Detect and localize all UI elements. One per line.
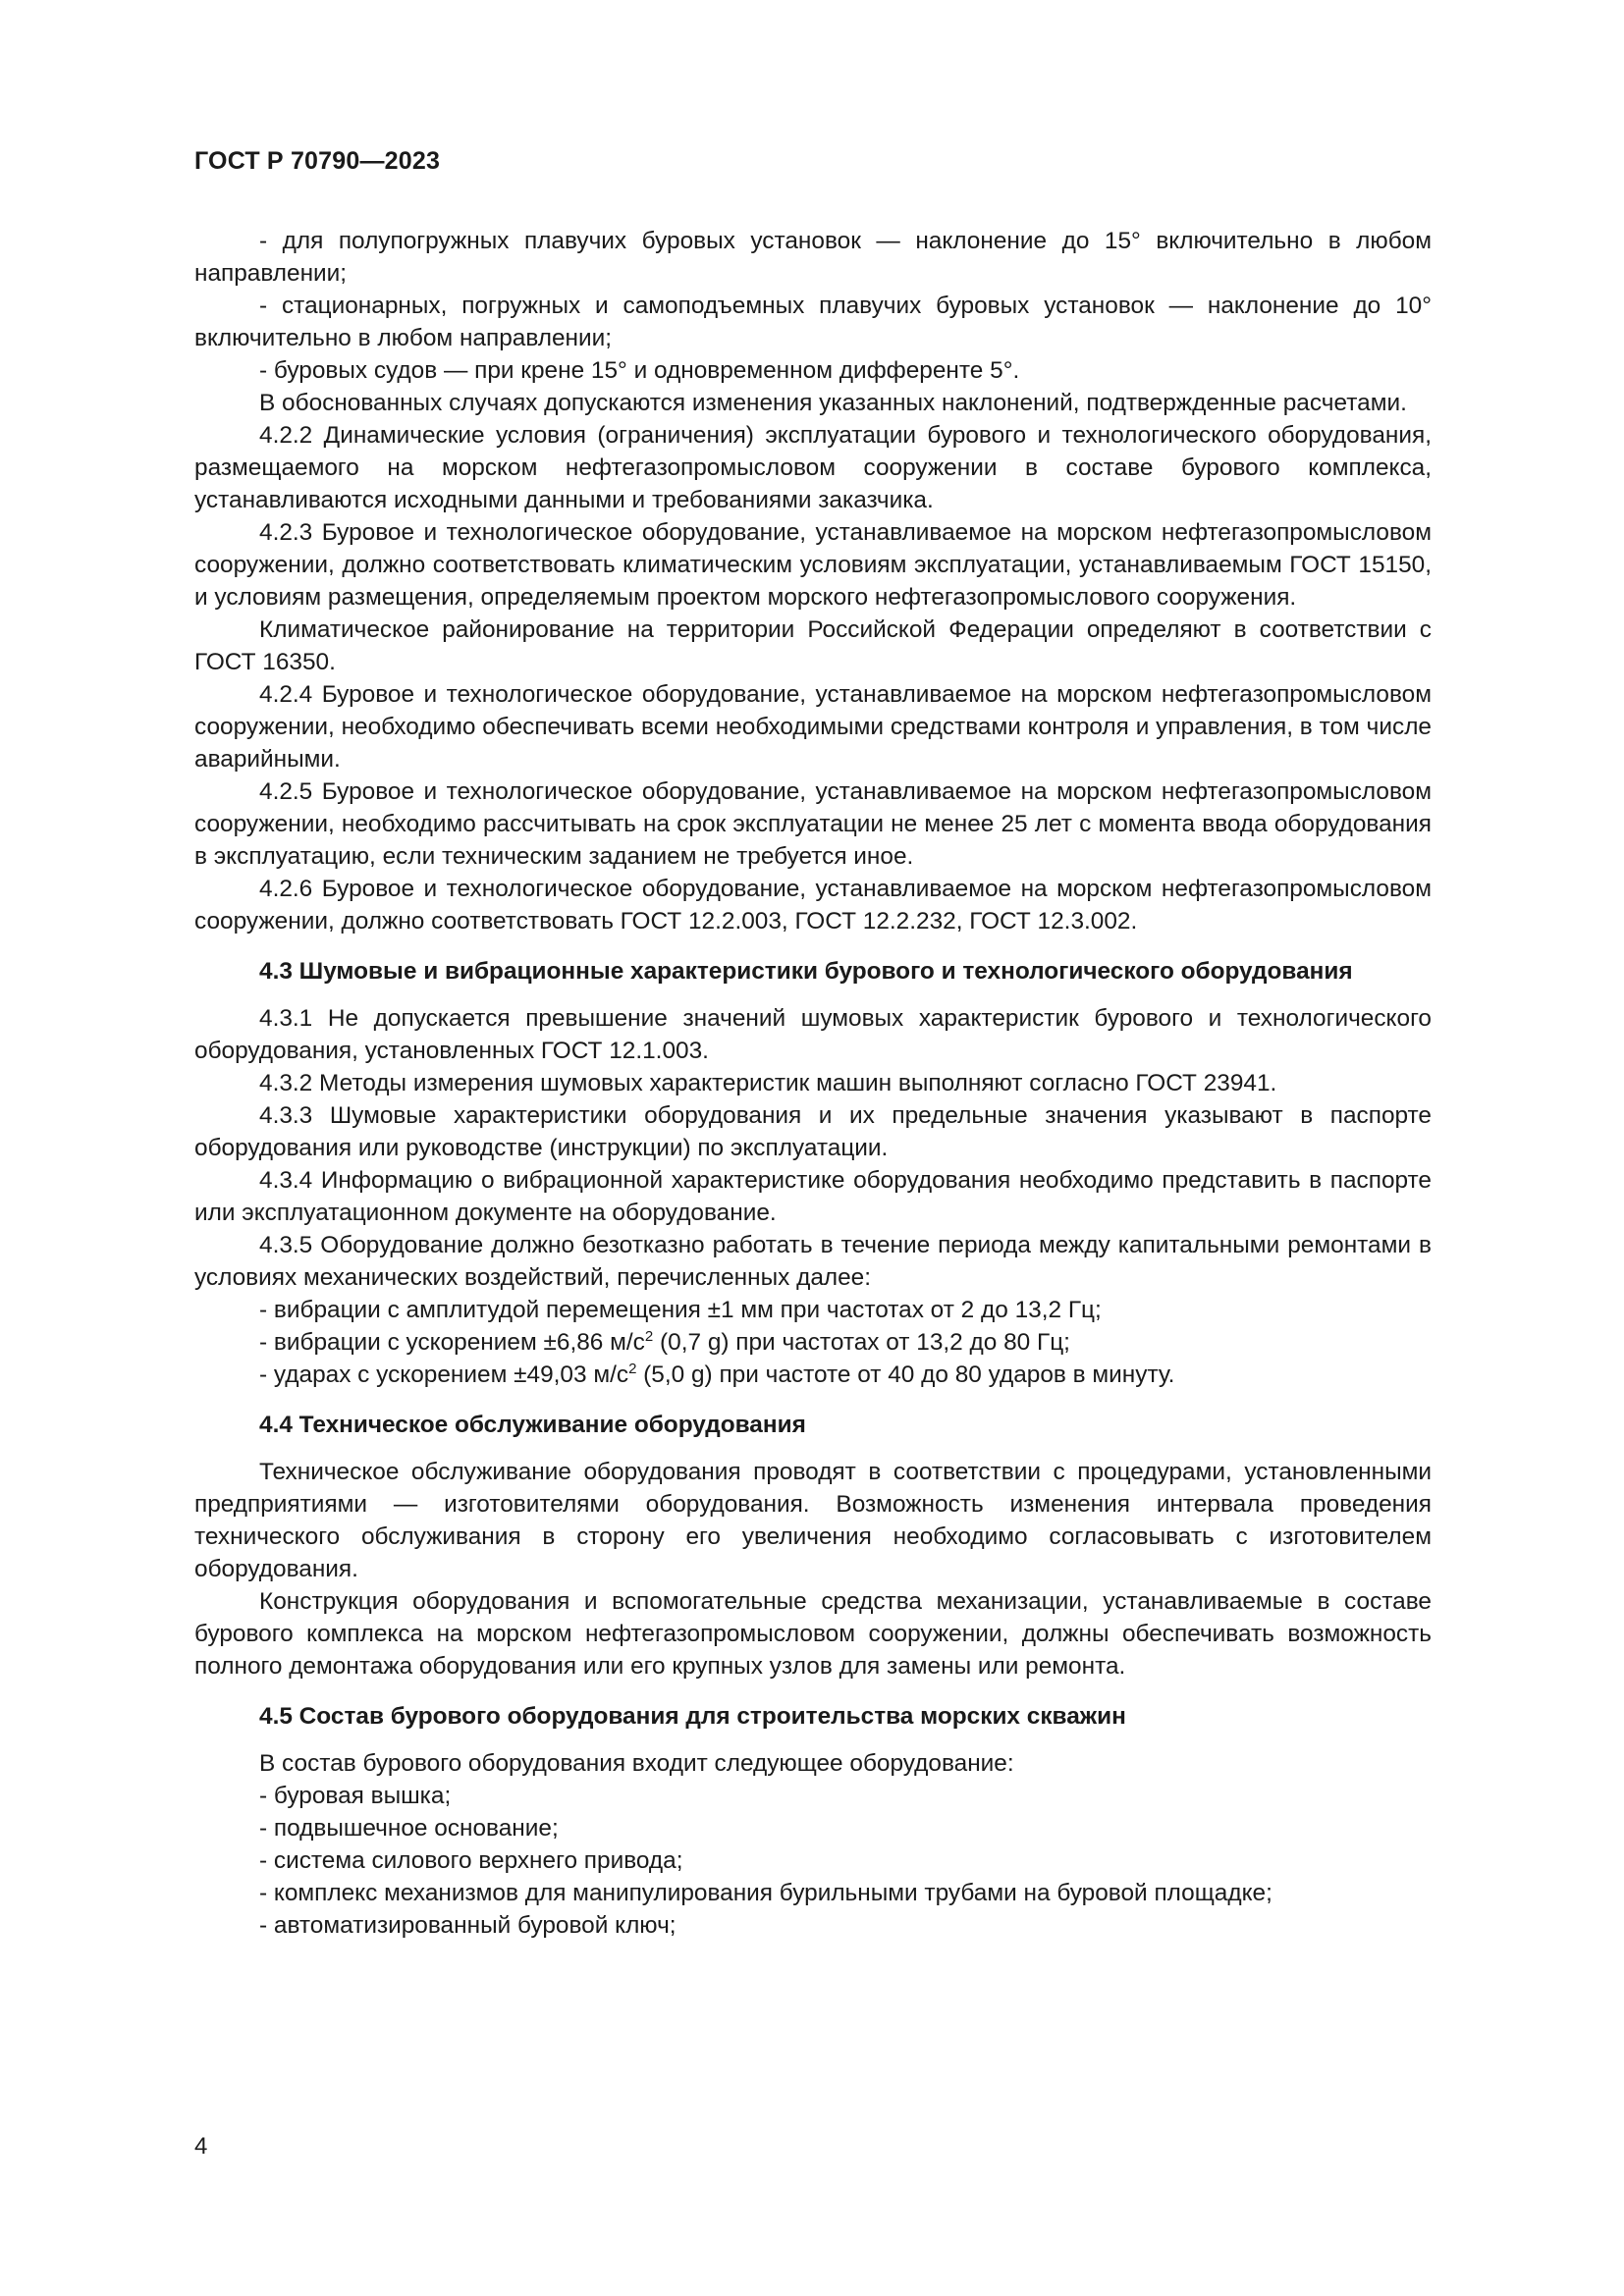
- paragraph-composition-intro: В состав бурового оборудования входит следующее оборудование:: [259, 1750, 1014, 1777]
- paragraph-climatic-zoning: Климатическое районирование на территории Российской Федерации определяют в соответствии с ГОСТ 16350.: [194, 616, 1432, 675]
- list-item-text: - вибрации с ускорением ±6,86 м/с: [259, 1329, 645, 1356]
- list-item-top-drive: - система силового верхнего привода;: [259, 1847, 683, 1874]
- list-item-text: (5,0 g) при частоте от 40 до 80 ударов в минуту.: [636, 1362, 1175, 1388]
- list-item-text: - ударах с ускорением ±49,03 м/с: [259, 1362, 629, 1388]
- document-body: [194, 225, 1432, 1942]
- paragraph-justified-changes: В обоснованных случаях допускаются изменения указанных наклонений, подтвержденные расчетами.: [259, 390, 1407, 416]
- document-code-header: ГОСТ Р 70790—2023: [194, 147, 441, 175]
- list-item-vibration-amplitude: - вибрации с амплитудой перемещения ±1 мм при частотах от 2 до 13,2 Гц;: [259, 1297, 1102, 1323]
- list-item-shock-acceleration: [194, 1359, 1432, 1391]
- list-item-derrick: - буровая вышка;: [259, 1783, 452, 1809]
- paragraph-4-2-5: 4.2.5 Буровое и технологическое оборудование, устанавливаемое на морском нефтегазопромысловом сооружении, необходимо рассчитывать на срок эксплуатации не менее 25 лет с момента ввода оборудования в эксплуатацию, если техническим заданием не требуется иное.: [194, 778, 1432, 870]
- paragraph-4-2-3: 4.2.3 Буровое и технологическое оборудование, устанавливаемое на морском нефтегазопромысловом сооружении, должно соответствовать климатическим условиям эксплуатации, устанавливаемым ГОСТ 15150, и условиям размещения, определяемым проектом морского нефтегазопромыслового сооружения.: [194, 519, 1432, 611]
- paragraph-4-3-4: 4.3.4 Информацию о вибрационной характеристике оборудования необходимо представить в паспорте или эксплуатационном документе на оборудование.: [194, 1167, 1432, 1226]
- list-item-text: (0,7 g) при частотах от 13,2 до 80 Гц;: [653, 1329, 1070, 1356]
- superscript: 2: [628, 1361, 637, 1377]
- paragraph-4-2-4: 4.2.4 Буровое и технологическое оборудование, устанавливаемое на морском нефтегазопромысловом сооружении, необходимо обеспечивать всеми необходимыми средствами контроля и управления, в том числе аварийными.: [194, 681, 1432, 773]
- paragraph-4-3-3: 4.3.3 Шумовые характеристики оборудования и их предельные значения указывают в паспорте оборудования или руководстве (инструкции) по эксплуатации.: [194, 1102, 1432, 1161]
- list-item-vibration-acceleration: [194, 1326, 1432, 1359]
- list-item-semi-submersible: - для полупогружных плавучих буровых установок — наклонение до 15° включительно в любом направлении;: [194, 228, 1432, 287]
- paragraph-construction: Конструкция оборудования и вспомогательные средства механизации, устанавливаемые в составе бурового комплекса на морском нефтегазопромысловом сооружении, должны обеспечивать возможность полного демонтажа оборудования или его крупных узлов для замены или ремонта.: [194, 1588, 1432, 1680]
- list-item-pipe-handling: - комплекс механизмов для манипулирования бурильными трубами на буровой площадке;: [259, 1880, 1272, 1906]
- paragraph-maintenance: Техническое обслуживание оборудования проводят в соответствии с процедурами, установленными предприятиями — изготовителями оборудования. Возможность изменения интервала проведения технического обслуживания в сторону его увеличения необходимо согласовывать с изготовителем оборудования.: [194, 1459, 1432, 1582]
- superscript: 2: [644, 1328, 654, 1345]
- list-item-substructure: - подвышечное основание;: [259, 1815, 559, 1842]
- list-item-iron-roughneck: - автоматизированный буровой ключ;: [259, 1912, 677, 1939]
- paragraph-4-2-2: 4.2.2 Динамические условия (ограничения) эксплуатации бурового и технологического оборудования, размещаемого на морском нефтегазопромысловом сооружении в составе бурового комплекса, устанавливаются исходными данными и требованиями заказчика.: [194, 422, 1432, 513]
- section-heading-4-4: 4.4 Техническое обслуживание оборудования: [259, 1412, 806, 1438]
- paragraph-4-3-1: 4.3.1 Не допускается превышение значений шумовых характеристик бурового и технологического оборудования, установленных ГОСТ 12.1.003.: [194, 1005, 1432, 1064]
- paragraph-4-3-5: 4.3.5 Оборудование должно безотказно работать в течение периода между капитальными ремонтами в условиях механических воздействий, перечисленных далее:: [194, 1232, 1432, 1291]
- list-item-stationary: - стационарных, погружных и самоподъемных плавучих буровых установок — наклонение до 10° включительно в любом направлении;: [194, 293, 1432, 351]
- list-item-drilling-ships: - буровых судов — при крене 15° и одновременном дифференте 5°.: [259, 357, 1020, 384]
- paragraph-4-2-6: 4.2.6 Буровое и технологическое оборудование, устанавливаемое на морском нефтегазопромысловом сооружении, должно соответствовать ГОСТ 12.2.003, ГОСТ 12.2.232, ГОСТ 12.3.002.: [194, 876, 1432, 934]
- section-heading-4-5: 4.5 Состав бурового оборудования для строительства морских скважин: [259, 1703, 1126, 1730]
- section-heading-4-3: 4.3 Шумовые и вибрационные характеристики бурового и технологического оборудования: [259, 958, 1353, 985]
- paragraph-4-3-2: 4.3.2 Методы измерения шумовых характеристик машин выполняют согласно ГОСТ 23941.: [259, 1070, 1277, 1096]
- page-number: 4: [194, 2133, 208, 2160]
